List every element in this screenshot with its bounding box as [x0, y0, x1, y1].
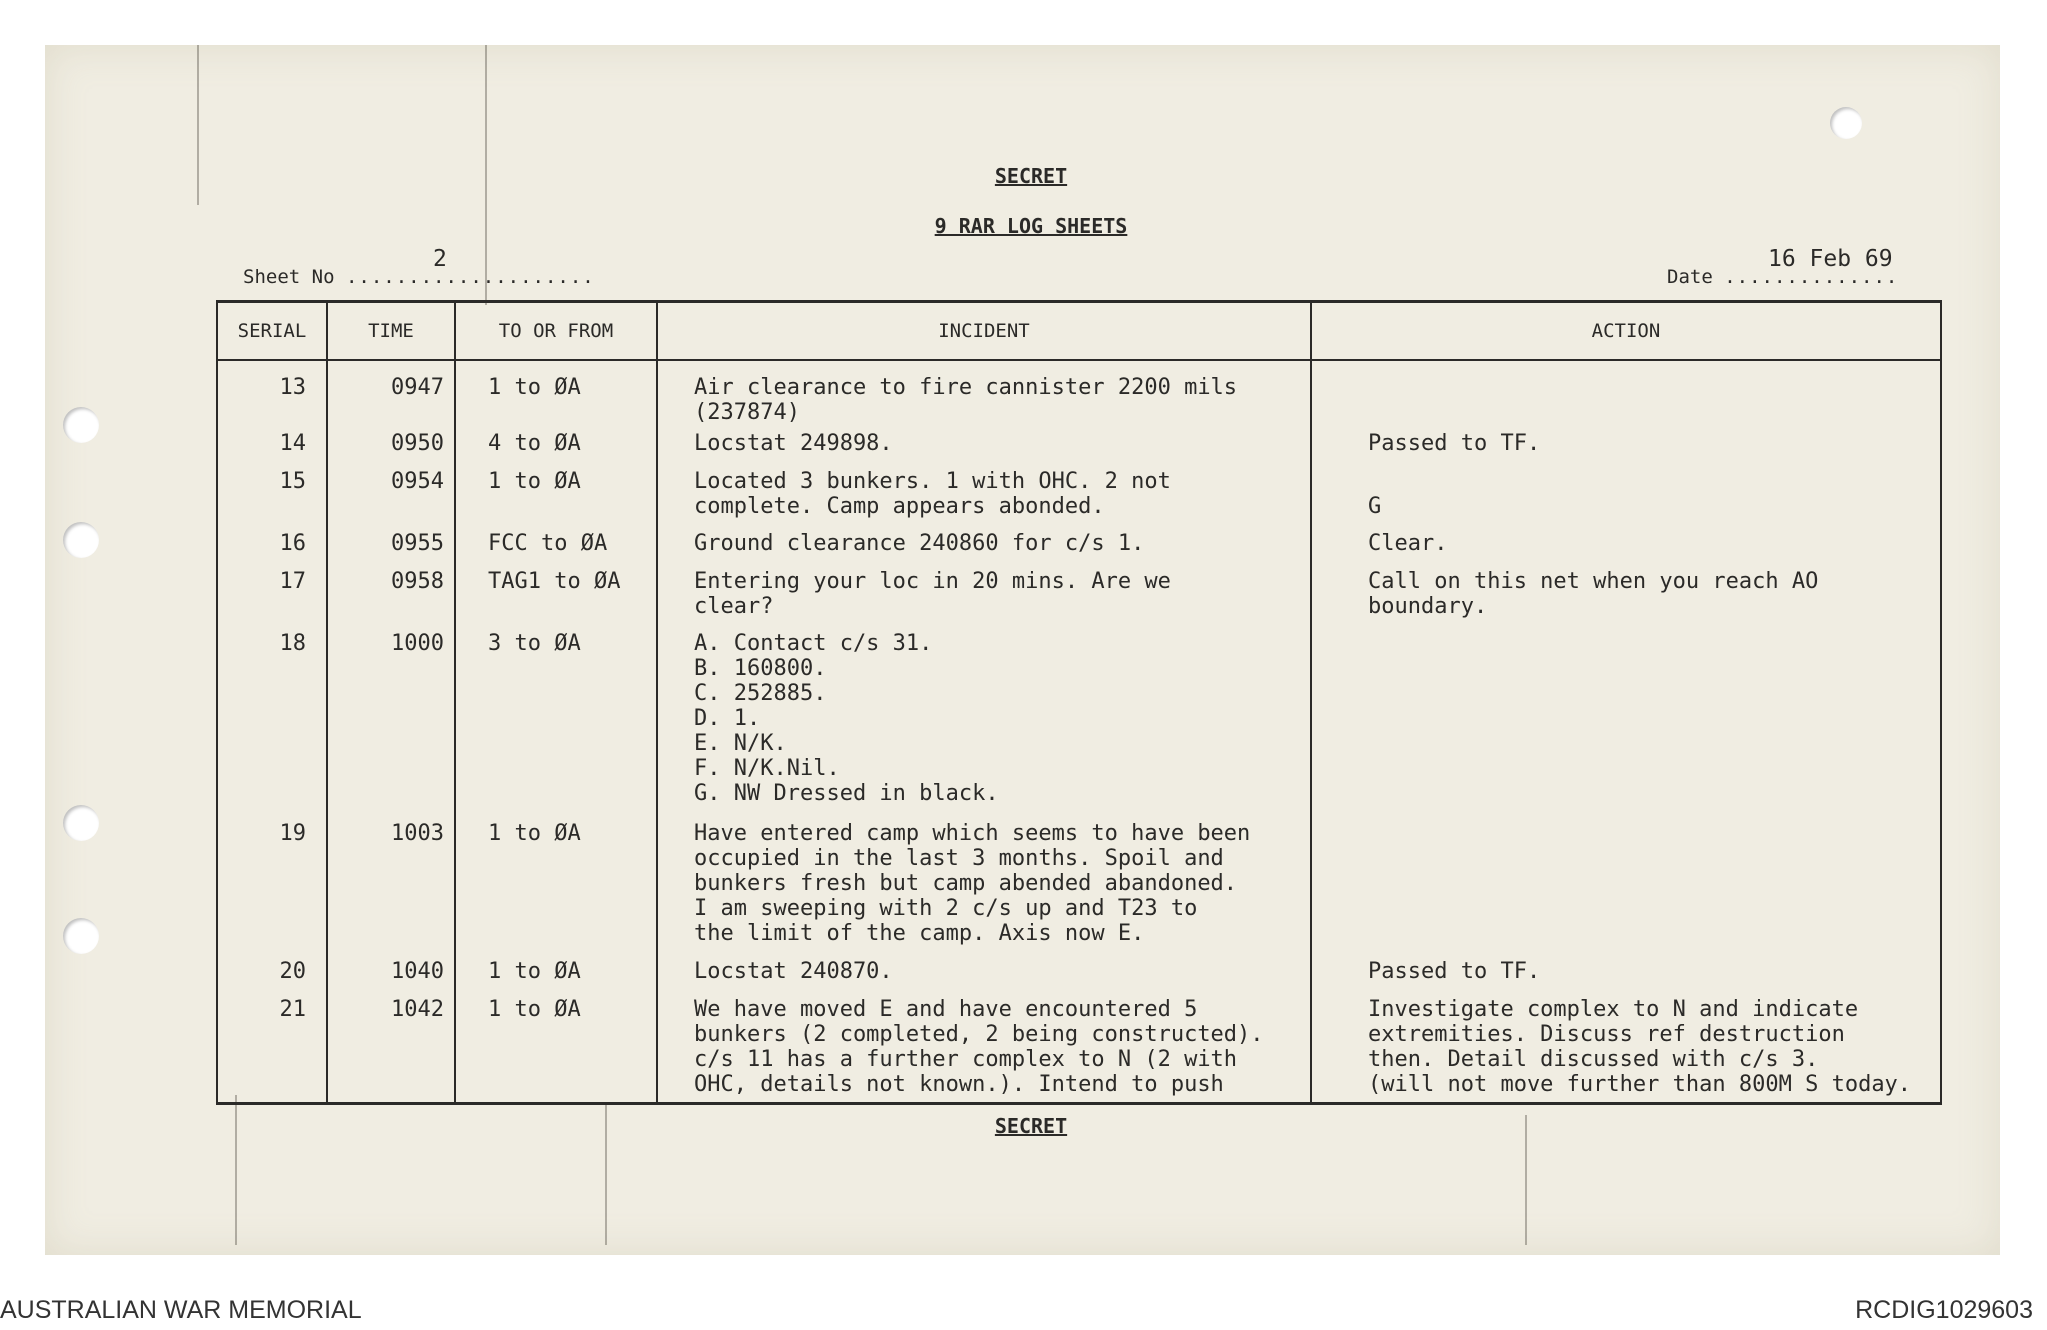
classification-bottom: SECRET — [994, 1114, 1068, 1138]
serial-cell: 15 — [217, 463, 327, 525]
sheet-number: 2 — [433, 246, 447, 272]
table-row — [217, 425, 1941, 463]
table-row — [217, 625, 1941, 815]
date-value: 16 Feb 69 — [1768, 246, 1893, 272]
classification-top: SECRET — [994, 164, 1068, 188]
to-from-cell: 1 to ØA — [455, 991, 657, 1103]
incident-cell: We have moved E and have encountered 5 bunkers (2 completed, 2 being constructed). c/s 11 has a further complex to N (2 with OHC, details not known.). Intend to push — [657, 991, 1311, 1103]
action-cell: Investigate complex to N and indicate extremities. Discuss ref destruction then. Detail discussed with c/s 3. (will not move further than 800M S today. — [1311, 991, 1941, 1103]
table-row — [217, 463, 1941, 525]
serial-cell: 14 — [217, 425, 327, 463]
sheet-number-field — [243, 266, 595, 288]
time-cell: 0950 — [327, 425, 455, 463]
incident-cell: Entering your loc in 20 mins. Are we clear? — [657, 563, 1311, 625]
table-row — [217, 525, 1941, 563]
punch-hole — [1830, 107, 1862, 139]
table-row — [217, 563, 1941, 625]
fold-line — [235, 1095, 237, 1245]
incident-cell: Have entered camp which seems to have been occupied in the last 3 months. Spoil and bunkers fresh but camp abended abandoned. I am sweeping with 2 c/s up and T23 to the limit of the camp. Axis now E. — [657, 815, 1311, 953]
sheet-dots: .................... — [345, 266, 595, 288]
header-to-or-from: TO OR FROM — [455, 302, 657, 361]
table-row — [217, 991, 1941, 1103]
serial-cell: 17 — [217, 563, 327, 625]
to-from-cell: 1 to ØA — [455, 360, 657, 425]
punch-hole — [63, 805, 99, 841]
action-cell: Clear. — [1311, 525, 1941, 563]
table-row — [217, 953, 1941, 991]
action-cell — [1311, 625, 1941, 815]
serial-cell: 20 — [217, 953, 327, 991]
time-cell: 0947 — [327, 360, 455, 425]
to-from-cell: 3 to ØA — [455, 625, 657, 815]
header-action: ACTION — [1311, 302, 1941, 361]
to-from-cell: FCC to ØA — [455, 525, 657, 563]
sheet-label: Sheet No — [243, 266, 335, 288]
fold-line — [1525, 1115, 1527, 1245]
incident-cell: Locstat 240870. — [657, 953, 1311, 991]
serial-cell: 16 — [217, 525, 327, 563]
to-from-cell: TAG1 to ØA — [455, 563, 657, 625]
time-cell: 0958 — [327, 563, 455, 625]
header-incident: INCIDENT — [657, 302, 1311, 361]
serial-cell: 18 — [217, 625, 327, 815]
to-from-cell: 1 to ØA — [455, 953, 657, 991]
time-cell: 1003 — [327, 815, 455, 953]
table-header-row — [217, 302, 1941, 361]
time-cell: 0955 — [327, 525, 455, 563]
header-serial: SERIAL — [217, 302, 327, 361]
to-from-cell: 1 to ØA — [455, 463, 657, 525]
incident-cell: A. Contact c/s 31. B. 160800. C. 252885. D. 1. E. N/K. F. N/K.Nil. G. NW Dressed in black. — [657, 625, 1311, 815]
table-row — [217, 360, 1941, 425]
date-label: Date — [1667, 266, 1713, 288]
serial-cell: 21 — [217, 991, 327, 1103]
table-row — [217, 815, 1941, 953]
action-cell — [1311, 815, 1941, 953]
incident-cell: Located 3 bunkers. 1 with OHC. 2 not complete. Camp appears abonded. — [657, 463, 1311, 525]
time-cell: 1040 — [327, 953, 455, 991]
serial-cell: 19 — [217, 815, 327, 953]
action-cell: Passed to TF. — [1311, 425, 1941, 463]
action-cell: Passed to TF. — [1311, 953, 1941, 991]
incident-cell: Air clearance to fire cannister 2200 mils (237874) — [657, 360, 1311, 425]
serial-cell: 13 — [217, 360, 327, 425]
archive-id: RCDIG1029603 — [1855, 1296, 2033, 1324]
to-from-cell: 1 to ØA — [455, 815, 657, 953]
to-from-cell: 4 to ØA — [455, 425, 657, 463]
time-cell: 1000 — [327, 625, 455, 815]
action-cell — [1311, 360, 1941, 425]
punch-hole — [63, 918, 99, 954]
action-cell: Call on this net when you reach AO boundary. — [1311, 563, 1941, 625]
punch-hole — [63, 407, 99, 443]
time-cell: 1042 — [327, 991, 455, 1103]
incident-cell: Ground clearance 240860 for c/s 1. — [657, 525, 1311, 563]
archive-credit: AUSTRALIAN WAR MEMORIAL — [0, 1296, 362, 1324]
header-time: TIME — [327, 302, 455, 361]
log-table — [216, 300, 1942, 1105]
time-cell: 0954 — [327, 463, 455, 525]
date-dots: .............. — [1724, 266, 1899, 288]
action-cell: G — [1311, 463, 1941, 525]
incident-cell: Locstat 249898. — [657, 425, 1311, 463]
punch-hole — [63, 522, 99, 558]
document-title: 9 RAR LOG SHEETS — [934, 214, 1128, 238]
fold-line — [605, 1105, 607, 1245]
fold-line — [197, 45, 199, 205]
